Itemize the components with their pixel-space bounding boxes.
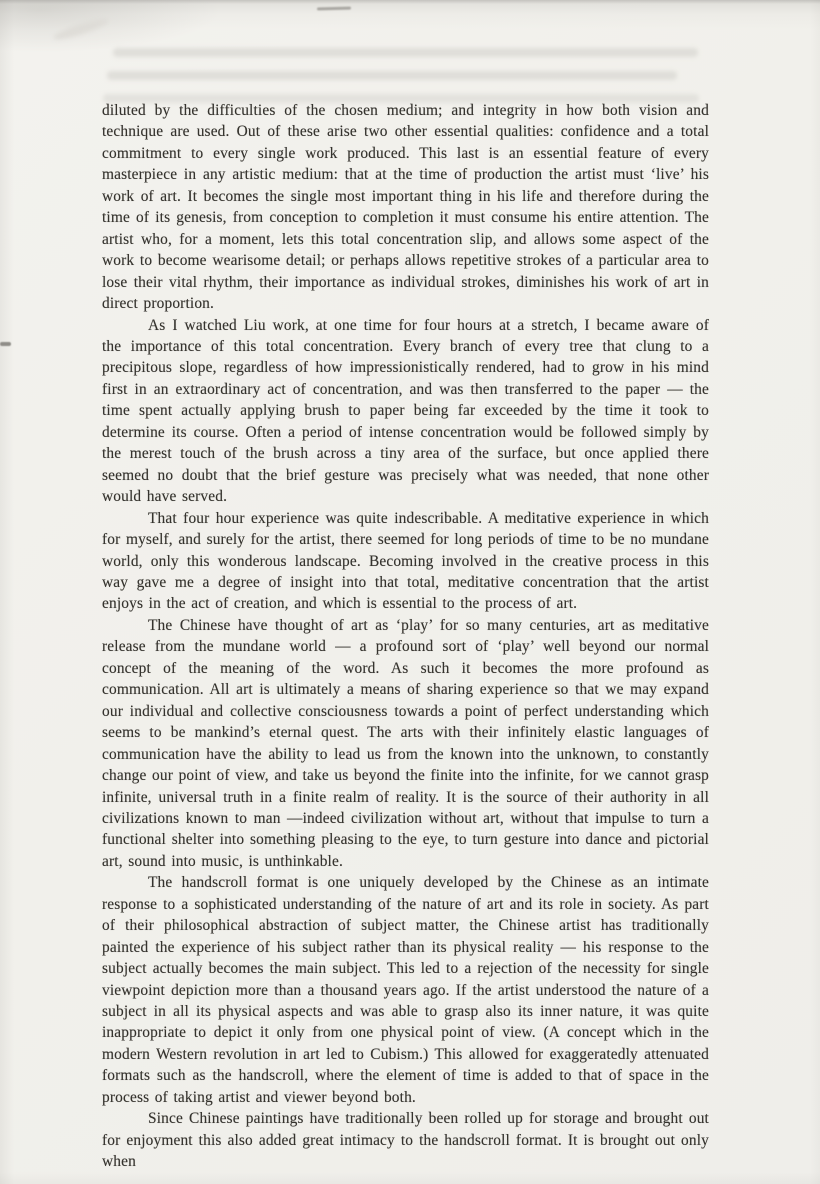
scan-artifact-top-dash — [317, 7, 351, 11]
paragraph-continuation: diluted by the difficulties of the chosen medium; and integrity in how both vision and technique are used. Out of these arise two other essential qualities: confidence and a total commitment to every single work produced. This last is an essential feature of every masterpiece in any artistic medium: that at the time of production the artist must ‘live’ his work of art. It becomes the single most important thing in his life and therefore during the time of its genesis, from conception to completion it must consume his entire attention. The artist who, for a moment, lets this total concentration slip, and allows some aspect of the work to become wearisome detail; or perhaps allows repetitive strokes of a particular area to lose their vital rhythm, their importance as individual strokes, diminishes his work of art in direct proportion. — [102, 102, 709, 313]
scan-artifact-corner-crease — [52, 15, 110, 42]
paragraph: As I watched Liu work, at one time for four hours at a stretch, I became aware of the importance of this total concentration. Every branch of every tree that clung to a precipitous slope, regardless of how impressionistically rendered, had to grow in his mind first in an extraordinary act of concentration, and was then transferred to the paper — the time spent actually applying brush to paper being far exceeded by the time it took to determine its course. Often a period of intense concentration would be followed simply by the merest touch of the brush across a tiny area of the surface, but once applied there seemed no doubt that the brief gesture was precisely what was needed, that none other would have served. — [102, 316, 709, 506]
ghost-text-line — [113, 48, 698, 57]
paragraph: The handscroll format is one uniquely developed by the Chinese as an intimate response to a sophisticated understanding of the nature of art and its role in society. As part of their philosophical abstraction of subject matter, the Chinese artist has traditionally painted the experience of his subject rather than its physical reality — his response to the subject actually becomes the main subject. This led to a rejection of the necessity for single viewpoint depiction more than a thousand years ago. If the artist understood the nature of a subject in all its physical aspects and was able to grasp also its inner nature, it was quite inappropriate to depict it only from one physical point of view. (A concept which in the modern Western revolution in art led to Cubism.) This allowed for exaggeratedly attenuated formats such as the handscroll, where the element of time is added to that of space in the process of taking artist and viewer beyond both. — [102, 874, 709, 1106]
paragraph: The Chinese have thought of art as ‘play’ for so many centuries, art as meditative release from the mundane world — a profound sort of ‘play’ well beyond our normal concept of the meaning of the word. As such it becomes the more profound as communication. All art is ultimately a means of sharing experience so that we may expand our individual and collective consciousness towards a point of perfect understanding which seems to be mankind’s eternal quest. The arts with their infinitely elastic languages of communication have the ability to lead us from the known into the unknown, to constantly change our point of view, and take us beyond the finite into the infinite, for we cannot grasp infinite, universal truth in a finite realm of reality. It is the source of their authority in all civilizations known to man —indeed civilization without art, without that impulse to turn a functional shelter into something pleasing to the eye, to turn gesture into dance and pictorial art, sound into music, is unthinkable. — [102, 616, 709, 870]
ghost-text-line — [107, 71, 677, 80]
paragraph: That four hour experience was quite indescribable. A meditative experience in which for myself, and surely for the artist, there seemed for long periods of time to be no mundane world, only this wonderous landscape. Becoming involved in the creative process in this way gave me a degree of insight into that total, meditative concentration that the artist enjoys in the act of creation, and which is essential to the process of art. — [102, 509, 709, 613]
body-text-block — [102, 100, 709, 1173]
paragraph: Since Chinese paintings have traditionally been rolled up for storage and brought out for enjoyment this also added great intimacy to the handscroll format. It is brought out only when — [102, 1110, 709, 1171]
scan-artifact-left-mark — [0, 342, 11, 346]
